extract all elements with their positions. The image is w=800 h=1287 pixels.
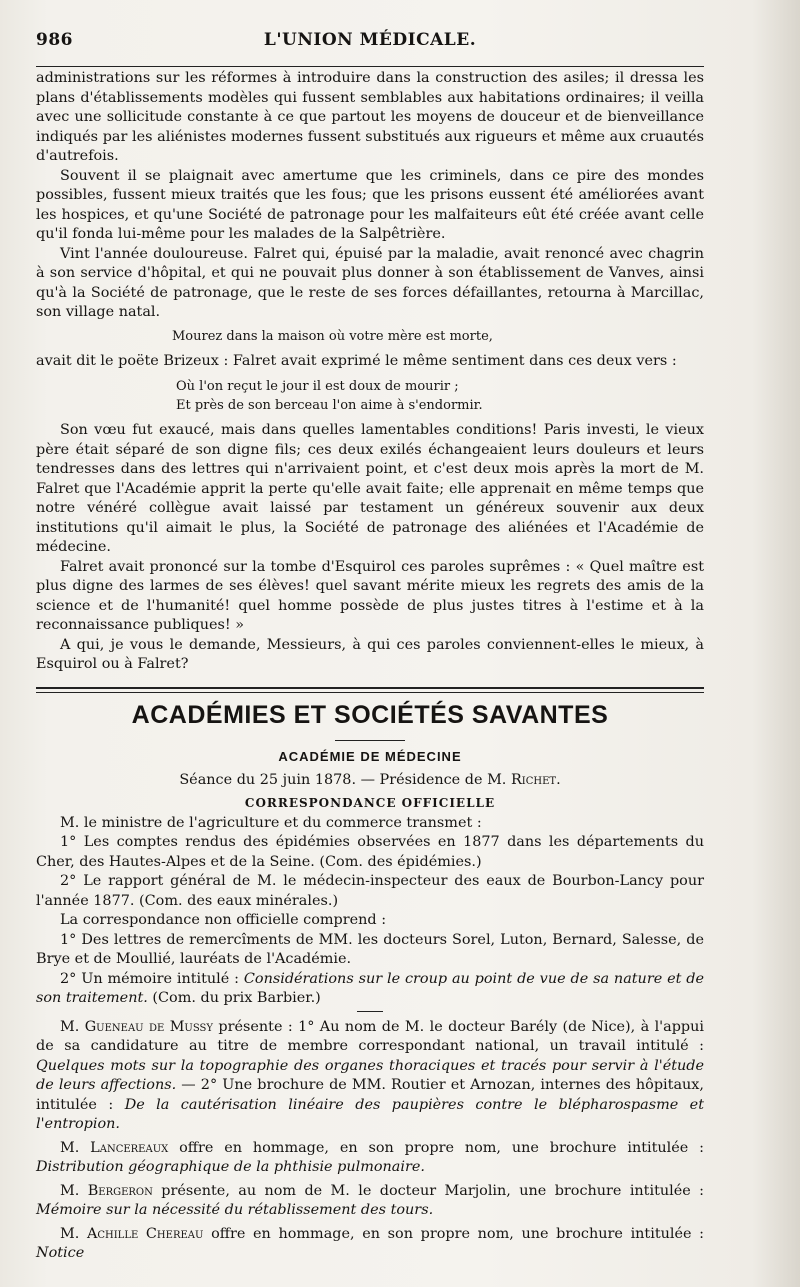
text-run: (Com. du prix Barbier.) [147,990,321,1006]
member-name: M. Gueneau de Mussy [60,1018,213,1035]
italic-title: Distribution géographique de la phthisie pulmonaire. [36,1159,425,1175]
text-run: — 2° Une brochure de MM. Routier et Arnozan, internes des hôpitaux, intitulée : [36,1077,704,1113]
header-rule [36,66,704,67]
paragraph [36,1018,704,1135]
verse-line: Où l'on reçut le jour il est doux de mourir ; [176,379,459,394]
italic-title: Considérations sur le croup au point de vue de sa nature et de son traitement. [36,970,705,1006]
text-run: présente : 1° Au nom de M. le docteur Barély (de Nice), à l'appui de sa candidature au titre de membre correspondant national, un travail intitulé : [36,1018,705,1054]
quote-line: Mourez dans la maison où votre mère est morte, [172,328,493,344]
paragraph: La correspondance non officielle comprend : [60,912,387,928]
seance-president: Richet. [510,771,561,788]
paragraph: Son vœu fut exaucé, mais dans quelles lamentables conditions! Paris investi, le vieux père était séparé de son digne fils; ces deux exilés échangeaient leurs douleurs et leurs tendresses dans des lettres qui n'arrivaient point, et c'est deux mois après la mort de M. Falret que l'Académie apprit la perte qu'elle avait faite; elle apprenait en même temps que notre vénéré collègue avait laissé par testament un généreux souvenir aux deux institutions qu'il aimait le plus, la Société de patronage des aliénées et l'Académie de médecine. [36,422,704,555]
paragraph [36,1182,704,1221]
section-divider [36,687,704,693]
paragraph [36,1225,704,1264]
paragraph [36,970,704,1009]
seance-text: Séance du 25 juin 1878. — Présidence de M. [179,771,511,788]
correspondence-heading: CORRESPONDANCE OFFICIELLE [244,795,496,810]
running-header [36,30,704,56]
text-run: 2° Un mémoire intitulé : [60,970,244,987]
member-name: M. Lancereaux [60,1139,169,1156]
text-run: offre en hommage, en son propre nom, une brochure intitulée : [168,1139,704,1156]
academy-heading: ACADÉMIE DE MÉDECINE [278,748,462,764]
mini-rule [357,1011,383,1012]
paragraph: Vint l'année douloureuse. Falret qui, épuisé par la maladie, avait renoncé avec chagrin à son service d'hôpital, et qui ne pouvait plus donner à son établissement de Vanves, ainsi qu'à la Société de patronage, que le reste de ses forces défaillantes, retourna à Marcillac, son village natal. [36,245,704,320]
text-run: offre en hommage, en son propre nom, une brochure intitulée : [203,1225,705,1242]
italic-title: De la cautérisation linéaire des paupières contre le blépharospasme et l'entropion. [36,1096,704,1132]
paragraph: Falret avait prononcé sur la tombe d'Esquirol ces paroles suprêmes : « Quel maître est plus digne des larmes de ses élèves! quel savant mérite mieux les regrets des amis de la science et de l'humanité! quel homme possède de plus justes titres à l'estime et à la reconnaissance publiques! » [36,558,704,633]
member-name: M. Bergeron [60,1182,153,1199]
paragraph: 1° Des lettres de remercîments de MM. les docteurs Sorel, Luton, Bernard, Salesse, de Brye et de Moullié, lauréats de l'Académie. [36,931,704,967]
italic-title: Notice [36,1245,85,1261]
paragraph: M. le ministre de l'agriculture et du commerce transmet : [60,814,482,831]
text-run: présente, au nom de M. le docteur Marjolin, une brochure intitulée : [152,1182,704,1199]
italic-title: Quelques mots sur la topographie des organes thoraciques et tracés pour servir à l'étude de leurs affections. [36,1057,704,1093]
paragraph: 2° Le rapport général de M. le médecin-inspecteur des eaux de Bourbon-Lancy pour l'année 1877. (Com. des eaux minérales.) [36,873,704,909]
paragraph: administrations sur les réformes à introduire dans la construction des asiles; il dressa les plans d'établissements modèles qui fussent semblables aux habitations ordinaires; il veilla avec une sollicitude constante à ce que partout les moyens de douceur et de bienveillance indiqués par les aliénistes modernes fussent substitués aux rigueurs et même aux cruautés d'autrefois. [36,70,704,164]
paragraph: A qui, je vous le demande, Messieurs, à qui ces paroles conviennent-elles le mieux, à Esquirol ou à Falret? [36,636,704,672]
seance-line [36,772,704,788]
member-name: M. Achille Chereau [60,1225,204,1242]
running-title: L'UNION MÉDICALE. [263,30,477,50]
paragraph: avait dit le poëte Brizeux : Falret avait exprimé le même sentiment dans ces deux vers : [36,352,677,369]
italic-title: Mémoire sur la nécessité du rétablissement des tours. [36,1202,434,1218]
paragraph [36,1139,704,1178]
verse-line: Et près de son berceau l'on aime à s'endormir. [176,398,483,413]
page-number: 986 [36,30,73,50]
paragraph: 1° Les comptes rendus des épidémies observées en 1877 dans les départements du Cher, des Hautes-Alpes et de la Seine. (Com. des épidémies.) [36,834,704,870]
section-title: ACADÉMIES ET SOCIÉTÉS SAVANTES [131,700,609,729]
paragraph: Souvent il se plaignait avec amertume que les criminels, dans ce pire des mondes possibles, fussent mieux traités que les fous; que les prisons eussent été améliorées avant les hospices, et qu'une Société de patronage pour les malfaiteurs eût été créée avant celle qu'il fonda lui-même pour les malades de la Salpêtrière. [36,167,704,242]
short-rule [335,740,405,741]
